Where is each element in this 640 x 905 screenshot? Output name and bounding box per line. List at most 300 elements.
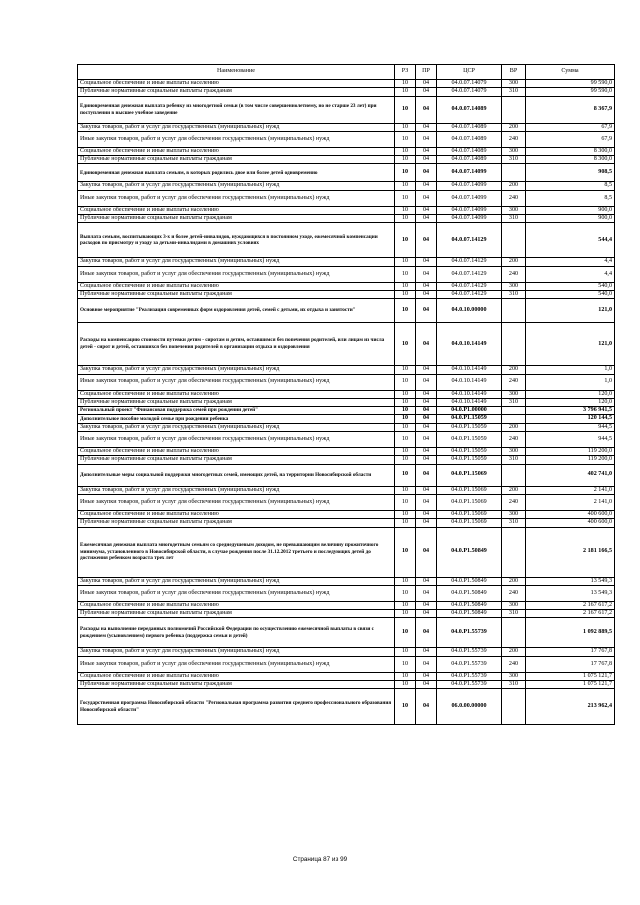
cell-sum: 400 600,0 <box>526 510 615 518</box>
table-row <box>78 601 615 609</box>
cell-rz: 10 <box>395 258 416 266</box>
cell-name: Единовременная денежная выплата семьям, в которых родились двое или более детей одновременно <box>78 164 395 182</box>
cell-vr: 240 <box>502 374 526 390</box>
cell-name: Социальное обеспечение и иные выплаты населению <box>78 390 395 398</box>
table-row <box>78 323 615 366</box>
cell-sum: 99 590,0 <box>526 88 615 96</box>
cell-vr: 310 <box>502 456 526 464</box>
cell-rz: 10 <box>395 96 416 123</box>
cell-sum: 13 549,3 <box>526 577 615 585</box>
cell-csr: 04.0.07.14079 <box>437 80 502 88</box>
cell-vr: 300 <box>502 448 526 456</box>
cell-csr: 04.0.P1.50849 <box>437 577 502 585</box>
cell-rz: 10 <box>395 648 416 656</box>
table-row <box>78 190 615 206</box>
cell-pr: 04 <box>416 415 437 423</box>
cell-vr: 300 <box>502 282 526 290</box>
cell-vr <box>502 407 526 415</box>
cell-pr: 04 <box>416 266 437 282</box>
table-row <box>78 610 615 618</box>
cell-rz: 10 <box>395 407 416 415</box>
table-row <box>78 258 615 266</box>
cell-name: Социальное обеспечение и иные выплаты населению <box>78 282 395 290</box>
cell-csr: 04.0.10.14149 <box>437 366 502 374</box>
cell-rz: 10 <box>395 464 416 486</box>
cell-sum: 1 075 121,7 <box>526 681 615 689</box>
page-number: Страница 87 из 99 <box>292 856 348 863</box>
cell-vr: 300 <box>502 390 526 398</box>
cell-name: Закупка товаров, работ и услуг для государственных (муниципальных) нужд <box>78 648 395 656</box>
cell-name: Публичные нормативные социальные выплаты гражданам <box>78 88 395 96</box>
cell-vr <box>502 618 526 648</box>
cell-rz: 10 <box>395 299 416 323</box>
cell-vr: 240 <box>502 494 526 510</box>
cell-rz: 10 <box>395 527 416 577</box>
cell-csr: 04.0.07.14099 <box>437 190 502 206</box>
cell-vr: 240 <box>502 190 526 206</box>
col-header-vr: ВР <box>502 65 526 80</box>
cell-vr: 240 <box>502 432 526 448</box>
cell-csr: 04.0.07.14089 <box>437 131 502 147</box>
cell-name: Иные закупки товаров, работ и услуг для обеспечения государственных (муниципальных) нужд <box>78 656 395 672</box>
cell-rz: 10 <box>395 223 416 258</box>
cell-vr: 310 <box>502 610 526 618</box>
table-row <box>78 415 615 423</box>
cell-sum: 2 167 617,2 <box>526 601 615 609</box>
cell-pr: 04 <box>416 672 437 680</box>
cell-csr: 04.0.07.14089 <box>437 156 502 164</box>
cell-csr: 04.0.P1.15069 <box>437 519 502 527</box>
table-row <box>78 366 615 374</box>
table-row <box>78 689 615 725</box>
table-row <box>78 423 615 431</box>
cell-sum: 544,4 <box>526 223 615 258</box>
cell-pr: 04 <box>416 223 437 258</box>
cell-sum: 944,5 <box>526 432 615 448</box>
cell-vr: 200 <box>502 486 526 494</box>
cell-sum: 4,4 <box>526 266 615 282</box>
cell-sum: 8,5 <box>526 182 615 190</box>
table-row <box>78 510 615 518</box>
table-row <box>78 88 615 96</box>
cell-sum: 121,0 <box>526 299 615 323</box>
cell-vr: 240 <box>502 656 526 672</box>
cell-name: Социальное обеспечение и иные выплаты населению <box>78 80 395 88</box>
cell-csr: 04.0.07.14089 <box>437 123 502 131</box>
cell-pr: 04 <box>416 290 437 298</box>
cell-sum: 120,0 <box>526 390 615 398</box>
table-row <box>78 585 615 601</box>
cell-csr: 04.0.P1.15059 <box>437 432 502 448</box>
table-row <box>78 215 615 223</box>
col-header-pr: ПР <box>416 65 437 80</box>
cell-pr: 04 <box>416 689 437 725</box>
table-row <box>78 398 615 406</box>
cell-vr: 200 <box>502 423 526 431</box>
cell-name: Расходы на выполнение переданных полномочий Российской Федерации по осуществлению ежемесячной выплаты в связи с рождением (усыновлением) первого ребенка (поддержка семьи и детей) <box>78 618 395 648</box>
cell-pr: 04 <box>416 486 437 494</box>
cell-rz: 10 <box>395 215 416 223</box>
cell-pr: 04 <box>416 258 437 266</box>
cell-sum: 1,0 <box>526 366 615 374</box>
cell-pr: 04 <box>416 182 437 190</box>
cell-sum: 4,4 <box>526 258 615 266</box>
cell-sum: 67,9 <box>526 123 615 131</box>
cell-name: Иные закупки товаров, работ и услуг для обеспечения государственных (муниципальных) нужд <box>78 494 395 510</box>
cell-name: Иные закупки товаров, работ и услуг для обеспечения государственных (муниципальных) нужд <box>78 374 395 390</box>
cell-csr: 04.0.10.14149 <box>437 374 502 390</box>
table-row <box>78 299 615 323</box>
cell-csr: 04.0.P1.55739 <box>437 656 502 672</box>
cell-rz: 10 <box>395 390 416 398</box>
cell-csr: 04.0.P1.55739 <box>437 672 502 680</box>
cell-sum: 402 741,0 <box>526 464 615 486</box>
cell-sum: 908,5 <box>526 164 615 182</box>
cell-name: Иные закупки товаров, работ и услуг для обеспечения государственных (муниципальных) нужд <box>78 266 395 282</box>
cell-vr: 200 <box>502 258 526 266</box>
cell-name: Закупка товаров, работ и услуг для государственных (муниципальных) нужд <box>78 366 395 374</box>
cell-vr: 310 <box>502 398 526 406</box>
cell-rz: 10 <box>395 164 416 182</box>
cell-csr: 04.0.10.14149 <box>437 390 502 398</box>
cell-name: Иные закупки товаров, работ и услуг для обеспечения государственных (муниципальных) нужд <box>78 131 395 147</box>
cell-sum: 2 141,0 <box>526 494 615 510</box>
table-row <box>78 527 615 577</box>
cell-vr: 240 <box>502 266 526 282</box>
cell-rz: 10 <box>395 585 416 601</box>
col-header-sum: Сумма <box>526 65 615 80</box>
cell-rz: 10 <box>395 123 416 131</box>
cell-vr <box>502 323 526 366</box>
cell-pr: 04 <box>416 190 437 206</box>
cell-name: Выплата семьям, воспитывающих 3-х и более детей-инвалидов, нуждающихся в постоянном уходе, ежемесячной компенсации расходов по присмотру и уходу за детьми-инвалидами в домашних условиях <box>78 223 395 258</box>
cell-vr: 300 <box>502 206 526 214</box>
cell-sum: 900,0 <box>526 206 615 214</box>
cell-sum: 119 200,0 <box>526 448 615 456</box>
cell-pr: 04 <box>416 390 437 398</box>
table-header-row <box>78 65 615 80</box>
table-row <box>78 123 615 131</box>
cell-rz: 10 <box>395 131 416 147</box>
cell-csr: 04.0.07.14129 <box>437 290 502 298</box>
cell-vr <box>502 223 526 258</box>
cell-name: Публичные нормативные социальные выплаты гражданам <box>78 681 395 689</box>
table-row <box>78 494 615 510</box>
cell-pr: 04 <box>416 618 437 648</box>
table-row <box>78 448 615 456</box>
cell-csr: 04.0.07.14099 <box>437 215 502 223</box>
cell-vr: 310 <box>502 88 526 96</box>
cell-pr: 04 <box>416 432 437 448</box>
table-row <box>78 681 615 689</box>
cell-vr: 200 <box>502 182 526 190</box>
cell-pr: 04 <box>416 96 437 123</box>
cell-pr: 04 <box>416 323 437 366</box>
cell-vr <box>502 96 526 123</box>
cell-csr: 04.0.P1.50849 <box>437 601 502 609</box>
cell-rz: 10 <box>395 182 416 190</box>
cell-csr: 04.0.P1.15069 <box>437 494 502 510</box>
table-row <box>78 486 615 494</box>
cell-csr: 04.0.07.14129 <box>437 258 502 266</box>
cell-rz: 10 <box>395 282 416 290</box>
cell-csr: 04.0.P1.15069 <box>437 464 502 486</box>
table-row <box>78 577 615 585</box>
cell-pr: 04 <box>416 366 437 374</box>
cell-name: Закупка товаров, работ и услуг для государственных (муниципальных) нужд <box>78 123 395 131</box>
cell-rz: 10 <box>395 366 416 374</box>
cell-name: Социальное обеспечение и иные выплаты населению <box>78 601 395 609</box>
cell-vr: 310 <box>502 519 526 527</box>
cell-pr: 04 <box>416 656 437 672</box>
table-row <box>78 672 615 680</box>
cell-sum: 1,0 <box>526 374 615 390</box>
cell-name: Дополнительное пособие молодой семье при рождении ребенка <box>78 415 395 423</box>
cell-pr: 04 <box>416 407 437 415</box>
cell-vr: 300 <box>502 601 526 609</box>
cell-vr: 310 <box>502 290 526 298</box>
cell-sum: 3 796 941,5 <box>526 407 615 415</box>
cell-vr <box>502 299 526 323</box>
cell-vr <box>502 415 526 423</box>
cell-csr: 04.0.10.00000 <box>437 299 502 323</box>
cell-sum: 540,0 <box>526 282 615 290</box>
cell-pr: 04 <box>416 282 437 290</box>
cell-sum: 944,5 <box>526 423 615 431</box>
cell-vr: 300 <box>502 80 526 88</box>
cell-csr: 04.0.07.14129 <box>437 223 502 258</box>
cell-vr: 240 <box>502 585 526 601</box>
cell-sum: 213 962,4 <box>526 689 615 725</box>
cell-rz: 10 <box>395 415 416 423</box>
cell-sum: 900,0 <box>526 215 615 223</box>
cell-vr <box>502 689 526 725</box>
cell-csr: 04.0.P1.15059 <box>437 456 502 464</box>
cell-pr: 04 <box>416 374 437 390</box>
table-row <box>78 282 615 290</box>
cell-rz: 10 <box>395 672 416 680</box>
cell-sum: 8,5 <box>526 190 615 206</box>
cell-sum: 120,0 <box>526 398 615 406</box>
cell-rz: 10 <box>395 147 416 155</box>
cell-pr: 04 <box>416 527 437 577</box>
cell-vr: 200 <box>502 648 526 656</box>
cell-rz: 10 <box>395 88 416 96</box>
cell-name: Публичные нормативные социальные выплаты гражданам <box>78 456 395 464</box>
cell-name: Ежемесячная денежная выплата многодетным семьям со среднедушевым доходом, не превышающим величину прожиточного минимума, установленного в Новосибирской области, в случае рождения после 31.12.2012 третьего и последующих детей до достижения ребенком возраста трех лет <box>78 527 395 577</box>
cell-sum: 99 590,0 <box>526 80 615 88</box>
cell-pr: 04 <box>416 456 437 464</box>
cell-csr: 04.0.P1.15059 <box>437 423 502 431</box>
cell-sum: 400 600,0 <box>526 519 615 527</box>
cell-pr: 04 <box>416 156 437 164</box>
budget-table <box>77 64 615 725</box>
col-header-rz: РЗ <box>395 65 416 80</box>
cell-name: Расходы на компенсацию стоимости путевки детям - сиротам и детям, оставшимся без попечения родителей, или лицам из числа детей - сирот и детей, оставшихся без попечения родителей в организации отдыха и оздоровления <box>78 323 395 366</box>
cell-rz: 10 <box>395 398 416 406</box>
cell-sum: 8 300,0 <box>526 156 615 164</box>
cell-rz: 10 <box>395 519 416 527</box>
cell-csr: 04.0.P1.55739 <box>437 681 502 689</box>
cell-pr: 04 <box>416 88 437 96</box>
cell-pr: 04 <box>416 423 437 431</box>
cell-name: Закупка товаров, работ и услуг для государственных (муниципальных) нужд <box>78 577 395 585</box>
cell-csr: 04.0.07.14099 <box>437 182 502 190</box>
cell-vr: 300 <box>502 672 526 680</box>
cell-name: Единовременная денежная выплата ребенку из многодетной семьи (в том числе совершеннолетнему, но не старше 23 лет) при поступлении в высшее учебное заведение <box>78 96 395 123</box>
table-row <box>78 464 615 486</box>
cell-rz: 10 <box>395 432 416 448</box>
table-row <box>78 223 615 258</box>
cell-name: Публичные нормативные социальные выплаты гражданам <box>78 156 395 164</box>
cell-csr: 04.0.07.14099 <box>437 164 502 182</box>
table-row <box>78 390 615 398</box>
table-row <box>78 407 615 415</box>
cell-name: Социальное обеспечение и иные выплаты населению <box>78 206 395 214</box>
cell-pr: 04 <box>416 131 437 147</box>
cell-pr: 04 <box>416 577 437 585</box>
cell-sum: 540,0 <box>526 290 615 298</box>
cell-name: Дополнительные меры социальной поддержки многодетных семей, имеющих детей, на территории Новосибирской области <box>78 464 395 486</box>
cell-rz: 10 <box>395 494 416 510</box>
cell-rz: 10 <box>395 156 416 164</box>
cell-rz: 10 <box>395 206 416 214</box>
cell-csr: 04.0.07.14079 <box>437 88 502 96</box>
cell-sum: 8 300,0 <box>526 147 615 155</box>
cell-sum: 2 167 617,2 <box>526 610 615 618</box>
cell-vr: 310 <box>502 156 526 164</box>
cell-csr: 04.0.10.14149 <box>437 323 502 366</box>
cell-vr: 300 <box>502 147 526 155</box>
cell-vr <box>502 527 526 577</box>
cell-name: Иные закупки товаров, работ и услуг для обеспечения государственных (муниципальных) нужд <box>78 432 395 448</box>
cell-pr: 04 <box>416 610 437 618</box>
cell-vr: 200 <box>502 577 526 585</box>
cell-name: Социальное обеспечение и иные выплаты населению <box>78 448 395 456</box>
cell-sum: 121,0 <box>526 323 615 366</box>
cell-name: Закупка товаров, работ и услуг для государственных (муниципальных) нужд <box>78 182 395 190</box>
cell-rz: 10 <box>395 290 416 298</box>
cell-vr: 200 <box>502 123 526 131</box>
table-row <box>78 648 615 656</box>
cell-pr: 04 <box>416 123 437 131</box>
col-header-csr: ЦСР <box>437 65 502 80</box>
cell-name: Закупка товаров, работ и услуг для государственных (муниципальных) нужд <box>78 258 395 266</box>
cell-csr: 04.0.P1.15069 <box>437 486 502 494</box>
cell-rz: 10 <box>395 190 416 206</box>
cell-sum: 8 367,9 <box>526 96 615 123</box>
cell-name: Основное мероприятие "Реализация современных форм оздоровления детей, семей с детьми, их отдыха и занятости" <box>78 299 395 323</box>
table-row <box>78 96 615 123</box>
cell-sum: 1 075 121,7 <box>526 672 615 680</box>
cell-rz: 10 <box>395 486 416 494</box>
cell-vr <box>502 464 526 486</box>
cell-rz: 10 <box>395 601 416 609</box>
cell-name: Закупка товаров, работ и услуг для государственных (муниципальных) нужд <box>78 423 395 431</box>
cell-csr: 04.0.07.14089 <box>437 147 502 155</box>
cell-name: Социальное обеспечение и иные выплаты населению <box>78 672 395 680</box>
cell-pr: 04 <box>416 398 437 406</box>
cell-vr: 300 <box>502 510 526 518</box>
cell-pr: 04 <box>416 494 437 510</box>
cell-pr: 04 <box>416 585 437 601</box>
cell-sum: 1 092 889,5 <box>526 618 615 648</box>
cell-name: Закупка товаров, работ и услуг для государственных (муниципальных) нужд <box>78 486 395 494</box>
cell-name: Публичные нормативные социальные выплаты гражданам <box>78 610 395 618</box>
cell-csr: 04.0.P1.00000 <box>437 407 502 415</box>
cell-rz: 10 <box>395 618 416 648</box>
cell-pr: 04 <box>416 648 437 656</box>
cell-name: Иные закупки товаров, работ и услуг для обеспечения государственных (муниципальных) нужд <box>78 190 395 206</box>
cell-rz: 10 <box>395 448 416 456</box>
table-row <box>78 266 615 282</box>
table-row <box>78 656 615 672</box>
cell-csr: 04.0.07.14099 <box>437 206 502 214</box>
cell-pr: 04 <box>416 448 437 456</box>
cell-rz: 10 <box>395 323 416 366</box>
cell-csr: 04.0.07.14129 <box>437 282 502 290</box>
table-row <box>78 164 615 182</box>
cell-pr: 04 <box>416 519 437 527</box>
cell-name: Публичные нормативные социальные выплаты гражданам <box>78 215 395 223</box>
cell-name: Иные закупки товаров, работ и услуг для обеспечения государственных (муниципальных) нужд <box>78 585 395 601</box>
cell-rz: 10 <box>395 456 416 464</box>
cell-pr: 04 <box>416 215 437 223</box>
cell-rz: 10 <box>395 510 416 518</box>
cell-pr: 04 <box>416 299 437 323</box>
cell-csr: 04.0.P1.55739 <box>437 648 502 656</box>
table-row <box>78 131 615 147</box>
cell-rz: 10 <box>395 577 416 585</box>
cell-csr: 04.0.P1.15069 <box>437 510 502 518</box>
cell-rz: 10 <box>395 423 416 431</box>
cell-pr: 04 <box>416 510 437 518</box>
table-row <box>78 80 615 88</box>
cell-sum: 2 181 166,5 <box>526 527 615 577</box>
cell-name: Государственная программа Новосибирской области "Региональная программа развития среднего профессионального образования Новосибирской области" <box>78 689 395 725</box>
cell-pr: 04 <box>416 147 437 155</box>
cell-csr: 04.0.P1.55739 <box>437 618 502 648</box>
cell-csr: 04.0.P1.15059 <box>437 415 502 423</box>
cell-csr: 06.0.00.00000 <box>437 689 502 725</box>
cell-vr: 310 <box>502 681 526 689</box>
cell-rz: 10 <box>395 80 416 88</box>
cell-vr: 240 <box>502 131 526 147</box>
table-body <box>78 80 615 725</box>
cell-rz: 10 <box>395 689 416 725</box>
cell-sum: 119 200,0 <box>526 456 615 464</box>
cell-name: Публичные нормативные социальные выплаты гражданам <box>78 398 395 406</box>
cell-name: Социальное обеспечение и иные выплаты населению <box>78 147 395 155</box>
cell-csr: 04.0.P1.15059 <box>437 448 502 456</box>
cell-csr: 04.0.P1.50849 <box>437 610 502 618</box>
cell-sum: 17 767,8 <box>526 656 615 672</box>
table-row <box>78 206 615 214</box>
table-row <box>78 147 615 155</box>
cell-vr: 200 <box>502 366 526 374</box>
table-row <box>78 519 615 527</box>
table-row <box>78 156 615 164</box>
cell-rz: 10 <box>395 610 416 618</box>
cell-pr: 04 <box>416 464 437 486</box>
cell-vr: 310 <box>502 215 526 223</box>
cell-name: Публичные нормативные социальные выплаты гражданам <box>78 290 395 298</box>
table-row <box>78 290 615 298</box>
cell-csr: 04.0.07.14089 <box>437 96 502 123</box>
cell-sum: 120 144,5 <box>526 415 615 423</box>
cell-name: Публичные нормативные социальные выплаты гражданам <box>78 519 395 527</box>
cell-csr: 04.0.07.14129 <box>437 266 502 282</box>
